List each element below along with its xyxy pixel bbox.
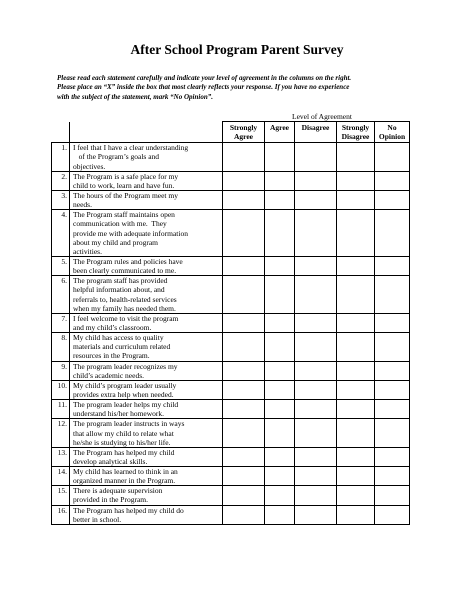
strongly-agree-box[interactable] [223,276,265,314]
no-opinion-box[interactable] [375,486,410,505]
no-opinion-box[interactable] [375,313,410,332]
statement-number: 5. [52,256,70,275]
statement-line: The Program staff maintains open [73,210,175,220]
statement-text [70,313,223,332]
no-opinion-box[interactable] [375,447,410,466]
strongly-disagree-box[interactable] [337,276,375,314]
statement-line: helpful information about, and [73,285,165,295]
strongly-disagree-box[interactable] [337,505,375,524]
statement-line: The program leader instructs in ways [73,419,185,429]
agree-box[interactable] [265,486,295,505]
col-header-strongly-agree: Strongly Agree [223,122,265,143]
statement-line: develop analytical skills. [73,456,148,466]
agree-box[interactable] [265,400,295,419]
no-opinion-box[interactable] [375,333,410,361]
table-row [52,171,410,190]
agree-box[interactable] [265,419,295,447]
statement-number: 8. [52,333,70,361]
statement-line: The program staff has provided [73,276,168,286]
statement-number: 6. [52,276,70,314]
instructions-line: with the subject of the statement, mark “No Opinion”. [57,92,213,101]
instructions-line: Please place an “X” inside the box that most clearly reflects your response. If you have no experience [57,83,350,92]
table-row [52,400,410,419]
no-opinion-box[interactable] [375,190,410,209]
statement-text [70,486,223,505]
statement-text [70,380,223,399]
statement-line: been clearly communicated to me. [73,266,177,276]
strongly-disagree-box[interactable] [337,190,375,209]
statement-text [70,419,223,447]
statement-number: 14. [52,467,70,486]
strongly-agree-box[interactable] [223,333,265,361]
table-row [52,333,410,361]
statement-text [70,143,223,171]
strongly-agree-box[interactable] [223,419,265,447]
statement-line: My child has access to quality [73,333,164,343]
statement-line: when my family has needed them. [73,303,176,313]
statement-line: that allow my child to relate what [73,428,174,438]
disagree-box[interactable] [295,380,337,399]
no-opinion-box[interactable] [375,361,410,380]
table-row [52,256,410,275]
disagree-box[interactable] [295,447,337,466]
no-opinion-box[interactable] [375,256,410,275]
statement-number: 16. [52,505,70,524]
statement-line: child to work, learn and have fun. [73,180,175,190]
disagree-box[interactable] [295,256,337,275]
no-opinion-box[interactable] [375,400,410,419]
table-row [52,380,410,399]
disagree-box[interactable] [295,361,337,380]
instructions-line: Please read each statement carefully and indicate your level of agreement in the columns on the right. [57,74,352,82]
strongly-disagree-box[interactable] [337,171,375,190]
table-row [52,361,410,380]
statement-line: understand his/her homework. [73,409,165,419]
header-blank-cell [70,122,223,143]
statement-line: objectives. [73,161,106,171]
agree-box[interactable] [265,256,295,275]
agree-box[interactable] [265,171,295,190]
statement-line: of the Program’s goals and [73,152,160,162]
level-of-agreement-header: Level of Agreement [292,112,352,121]
statement-line: There is adequate supervision [73,486,163,496]
statement-number: 12. [52,419,70,447]
table-row [52,143,410,171]
no-opinion-box[interactable] [375,419,410,447]
table-row [52,190,410,209]
strongly-agree-box[interactable] [223,380,265,399]
strongly-disagree-box[interactable] [337,313,375,332]
statement-line: activities. [73,246,102,256]
strongly-disagree-box[interactable] [337,143,375,171]
no-opinion-box[interactable] [375,276,410,314]
agree-box[interactable] [265,333,295,361]
statement-line: My child has learned to think in an [73,467,178,477]
disagree-box[interactable] [295,143,337,171]
statement-text [70,190,223,209]
statement-line: referrals to, health-related services [73,294,177,304]
strongly-agree-box[interactable] [223,190,265,209]
strongly-agree-box[interactable] [223,313,265,332]
statement-line: provided in the Program. [73,495,148,505]
strongly-disagree-box[interactable] [337,400,375,419]
statement-text [70,400,223,419]
agree-box[interactable] [265,505,295,524]
statement-line: The program leader helps my child [73,400,179,410]
statement-line: needs. [73,200,92,210]
strongly-agree-box[interactable] [223,171,265,190]
table-row [52,505,410,524]
strongly-agree-box[interactable] [223,400,265,419]
strongly-agree-box[interactable] [223,467,265,486]
statement-number: 1. [52,143,70,171]
agree-box[interactable] [265,447,295,466]
statement-number: 3. [52,190,70,209]
col-header-no-opinion: No Opinion [375,122,410,143]
statement-line: and my child’s classroom. [73,322,152,332]
strongly-agree-box[interactable] [223,256,265,275]
statement-text [70,505,223,524]
no-opinion-box[interactable] [375,143,410,171]
disagree-box[interactable] [295,467,337,486]
statement-text [70,210,223,257]
statement-line: he/she is studying to his/her life. [73,437,171,447]
statement-number: 13. [52,447,70,466]
strongly-disagree-box[interactable] [337,486,375,505]
statement-line: provides extra help when needed. [73,389,174,399]
statement-text [70,333,223,361]
statement-line: I feel welcome to visit the program [73,313,179,323]
statement-line: The Program rules and policies have [73,256,183,266]
disagree-box[interactable] [295,190,337,209]
statement-number: 4. [52,210,70,257]
table-row [52,467,410,486]
table-row [52,486,410,505]
column-header-row [52,122,410,143]
statement-line: I feel that I have a clear understanding [73,143,189,153]
agree-box[interactable] [265,276,295,314]
strongly-disagree-box[interactable] [337,467,375,486]
statement-number: 7. [52,313,70,332]
col-header-agree: Agree [265,122,295,143]
survey-instructions [57,74,421,102]
statement-text [70,276,223,314]
statement-line: child’s academic needs. [73,370,145,380]
strongly-disagree-box[interactable] [337,210,375,257]
statement-number: 11. [52,400,70,419]
table-row [52,419,410,447]
disagree-box[interactable] [295,419,337,447]
statement-line: communication with me. They [73,219,167,229]
agree-box[interactable] [265,380,295,399]
survey-title: After School Program Parent Survey [130,42,344,57]
no-opinion-box[interactable] [375,171,410,190]
statement-line: My child’s program leader usually [73,380,177,390]
strongly-disagree-box[interactable] [337,256,375,275]
statement-number: 10. [52,380,70,399]
disagree-box[interactable] [295,276,337,314]
col-header-strongly-disagree: Strongly Disagree [337,122,375,143]
statement-line: provide me with adequate information [73,228,188,238]
table-row [52,276,410,314]
statement-line: organized manner in the Program. [73,476,176,486]
statement-number: 2. [52,171,70,190]
table-row [52,210,410,257]
col-header-disagree: Disagree [295,122,337,143]
statement-line: resources in the Program. [73,351,150,361]
strongly-disagree-box[interactable] [337,380,375,399]
no-opinion-box[interactable] [375,505,410,524]
strongly-disagree-box[interactable] [337,333,375,361]
table-row [52,447,410,466]
statement-text [70,447,223,466]
disagree-box[interactable] [295,313,337,332]
strongly-agree-box[interactable] [223,505,265,524]
table-row [52,313,410,332]
agree-box[interactable] [265,143,295,171]
disagree-box[interactable] [295,486,337,505]
strongly-agree-box[interactable] [223,486,265,505]
statement-text [70,256,223,275]
header-blank-cell [52,122,70,143]
agree-box[interactable] [265,467,295,486]
disagree-box[interactable] [295,505,337,524]
agree-box[interactable] [265,210,295,257]
statement-line: The hours of the Program meet my [73,190,178,200]
strongly-agree-box[interactable] [223,210,265,257]
statement-number: 9. [52,361,70,380]
statement-number: 15. [52,486,70,505]
agree-box[interactable] [265,361,295,380]
survey-table [51,121,410,525]
strongly-disagree-box[interactable] [337,419,375,447]
disagree-box[interactable] [295,400,337,419]
statement-text [70,361,223,380]
no-opinion-box[interactable] [375,380,410,399]
no-opinion-box[interactable] [375,467,410,486]
statement-text [70,171,223,190]
disagree-box[interactable] [295,333,337,361]
strongly-agree-box[interactable] [223,447,265,466]
statement-text [70,467,223,486]
no-opinion-box[interactable] [375,210,410,257]
disagree-box[interactable] [295,171,337,190]
statement-line: The Program is a safe place for my [73,171,179,181]
agree-box[interactable] [265,190,295,209]
agree-box[interactable] [265,313,295,332]
statement-line: The Program has helped my child [73,447,175,457]
statement-line: about my child and program [73,237,158,247]
strongly-disagree-box[interactable] [337,447,375,466]
statement-line: The Program has helped my child do [73,505,184,515]
disagree-box[interactable] [295,210,337,257]
strongly-agree-box[interactable] [223,361,265,380]
statement-line: The program leader recognizes my [73,361,178,371]
strongly-disagree-box[interactable] [337,361,375,380]
strongly-agree-box[interactable] [223,143,265,171]
statement-line: materials and curriculum related [73,342,171,352]
statement-line: better in school. [73,514,122,524]
